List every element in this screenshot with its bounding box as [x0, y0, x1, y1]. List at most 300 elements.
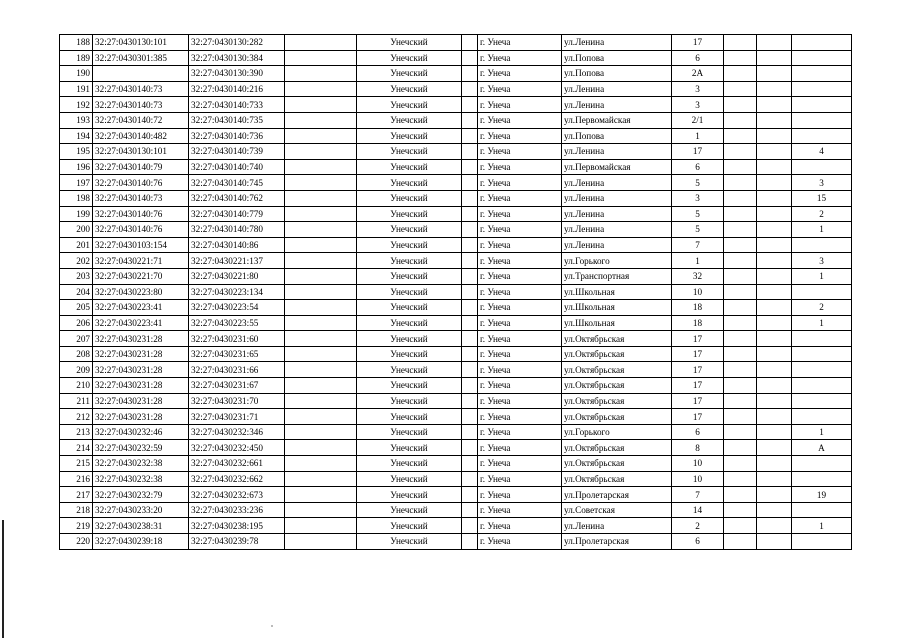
- district-name: Унечский: [357, 268, 462, 284]
- row-number: 220: [60, 534, 93, 550]
- city-name: г. Унеча: [478, 222, 562, 238]
- table-row: [60, 362, 852, 378]
- street-name: ул.Октябрьская: [562, 362, 672, 378]
- district-name: Унечский: [357, 50, 462, 66]
- house-number: 5: [672, 206, 724, 222]
- parcel-cadastral-number: 32:27:0430301:385: [93, 50, 189, 66]
- house-number: 17: [672, 362, 724, 378]
- table-row: [60, 35, 852, 51]
- empty-cell: [757, 190, 792, 206]
- table-row: [60, 471, 852, 487]
- apartment-number: [792, 409, 852, 425]
- empty-cell: [757, 128, 792, 144]
- district-name: Унечский: [357, 144, 462, 160]
- street-name: ул.Ленина: [562, 97, 672, 113]
- house-number: 6: [672, 534, 724, 550]
- street-name: ул.Ленина: [562, 518, 672, 534]
- empty-cell: [724, 159, 757, 175]
- city-name: г. Унеча: [478, 346, 562, 362]
- scan-speck: [271, 625, 273, 627]
- row-number: 203: [60, 268, 93, 284]
- empty-cell: [285, 81, 357, 97]
- empty-cell: [462, 440, 478, 456]
- house-number: 17: [672, 346, 724, 362]
- district-name: Унечский: [357, 409, 462, 425]
- empty-cell: [757, 456, 792, 472]
- city-name: г. Унеча: [478, 284, 562, 300]
- empty-cell: [462, 144, 478, 160]
- city-name: г. Унеча: [478, 300, 562, 316]
- empty-cell: [724, 284, 757, 300]
- empty-cell: [724, 362, 757, 378]
- apartment-number: [792, 378, 852, 394]
- empty-cell: [757, 237, 792, 253]
- empty-cell: [462, 502, 478, 518]
- empty-cell: [724, 440, 757, 456]
- table-row: [60, 159, 852, 175]
- parcel-cadastral-number: 32:27:0430231:28: [93, 409, 189, 425]
- parcel-cadastral-number: 32:27:0430221:71: [93, 253, 189, 269]
- district-name: Унечский: [357, 237, 462, 253]
- scan-edge-line: [2, 520, 4, 638]
- street-name: ул.Попова: [562, 50, 672, 66]
- object-cadastral-number: 32:27:0430140:762: [189, 190, 285, 206]
- city-name: г. Унеча: [478, 471, 562, 487]
- house-number: 32: [672, 268, 724, 284]
- table-row: [60, 518, 852, 534]
- district-name: Унечский: [357, 471, 462, 487]
- district-name: Унечский: [357, 128, 462, 144]
- city-name: г. Унеча: [478, 424, 562, 440]
- house-number: 1: [672, 253, 724, 269]
- empty-cell: [724, 471, 757, 487]
- house-number: 5: [672, 175, 724, 191]
- apartment-number: [792, 159, 852, 175]
- parcel-cadastral-number: 32:27:0430140:76: [93, 206, 189, 222]
- parcel-cadastral-number: 32:27:0430140:76: [93, 222, 189, 238]
- row-number: 192: [60, 97, 93, 113]
- object-cadastral-number: 32:27:0430232:661: [189, 456, 285, 472]
- table-row: [60, 346, 852, 362]
- empty-cell: [724, 35, 757, 51]
- house-number: 3: [672, 81, 724, 97]
- table-row: [60, 284, 852, 300]
- apartment-number: 15: [792, 190, 852, 206]
- table-row: [60, 97, 852, 113]
- row-number: 216: [60, 471, 93, 487]
- empty-cell: [724, 268, 757, 284]
- city-name: г. Унеча: [478, 175, 562, 191]
- house-number: 3: [672, 190, 724, 206]
- empty-cell: [462, 268, 478, 284]
- empty-cell: [285, 222, 357, 238]
- empty-cell: [724, 50, 757, 66]
- empty-cell: [724, 175, 757, 191]
- empty-cell: [757, 378, 792, 394]
- street-name: ул.Октябрьская: [562, 456, 672, 472]
- empty-cell: [462, 378, 478, 394]
- empty-cell: [724, 502, 757, 518]
- empty-cell: [462, 487, 478, 503]
- apartment-number: [792, 456, 852, 472]
- empty-cell: [462, 346, 478, 362]
- house-number: 17: [672, 378, 724, 394]
- row-number: 196: [60, 159, 93, 175]
- empty-cell: [285, 144, 357, 160]
- empty-cell: [462, 128, 478, 144]
- district-name: Унечский: [357, 206, 462, 222]
- house-number: 1: [672, 128, 724, 144]
- city-name: г. Унеча: [478, 518, 562, 534]
- district-name: Унечский: [357, 456, 462, 472]
- street-name: ул.Октябрьская: [562, 471, 672, 487]
- street-name: ул.Первомайская: [562, 112, 672, 128]
- object-cadastral-number: 32:27:0430232:450: [189, 440, 285, 456]
- empty-cell: [757, 409, 792, 425]
- street-name: ул.Советская: [562, 502, 672, 518]
- district-name: Унечский: [357, 35, 462, 51]
- table-row: [60, 315, 852, 331]
- table-row: [60, 66, 852, 82]
- empty-cell: [757, 222, 792, 238]
- parcel-cadastral-number: 32:27:0430231:28: [93, 346, 189, 362]
- apartment-number: [792, 362, 852, 378]
- empty-cell: [462, 300, 478, 316]
- empty-cell: [462, 222, 478, 238]
- table-row: [60, 206, 852, 222]
- table-row: [60, 81, 852, 97]
- table-row: [60, 502, 852, 518]
- street-name: ул.Пролетарская: [562, 487, 672, 503]
- object-cadastral-number: 32:27:0430221:80: [189, 268, 285, 284]
- empty-cell: [724, 424, 757, 440]
- row-number: 199: [60, 206, 93, 222]
- apartment-number: [792, 502, 852, 518]
- empty-cell: [724, 534, 757, 550]
- empty-cell: [757, 253, 792, 269]
- empty-cell: [724, 346, 757, 362]
- house-number: 2/1: [672, 112, 724, 128]
- apartment-number: 4: [792, 144, 852, 160]
- object-cadastral-number: 32:27:0430140:216: [189, 81, 285, 97]
- empty-cell: [724, 518, 757, 534]
- row-number: 213: [60, 424, 93, 440]
- parcel-cadastral-number: 32:27:0430130:101: [93, 35, 189, 51]
- empty-cell: [285, 456, 357, 472]
- apartment-number: 1: [792, 315, 852, 331]
- apartment-number: 2: [792, 300, 852, 316]
- house-number: 2А: [672, 66, 724, 82]
- table-row: [60, 487, 852, 503]
- city-name: г. Унеча: [478, 331, 562, 347]
- empty-cell: [285, 175, 357, 191]
- table-row: [60, 253, 852, 269]
- apartment-number: [792, 112, 852, 128]
- table-row: [60, 112, 852, 128]
- empty-cell: [462, 190, 478, 206]
- row-number: 189: [60, 50, 93, 66]
- table-row: [60, 331, 852, 347]
- object-cadastral-number: 32:27:0430232:346: [189, 424, 285, 440]
- empty-cell: [462, 159, 478, 175]
- empty-cell: [757, 534, 792, 550]
- city-name: г. Унеча: [478, 393, 562, 409]
- district-name: Унечский: [357, 487, 462, 503]
- empty-cell: [757, 81, 792, 97]
- district-name: Унечский: [357, 315, 462, 331]
- apartment-number: [792, 534, 852, 550]
- empty-cell: [757, 471, 792, 487]
- empty-cell: [285, 424, 357, 440]
- house-number: 7: [672, 237, 724, 253]
- city-name: г. Унеча: [478, 253, 562, 269]
- empty-cell: [462, 424, 478, 440]
- row-number: 214: [60, 440, 93, 456]
- object-cadastral-number: 32:27:0430231:67: [189, 378, 285, 394]
- city-name: г. Унеча: [478, 128, 562, 144]
- district-name: Унечский: [357, 518, 462, 534]
- district-name: Унечский: [357, 440, 462, 456]
- empty-cell: [462, 253, 478, 269]
- street-name: ул.Ленина: [562, 35, 672, 51]
- empty-cell: [462, 66, 478, 82]
- city-name: г. Унеча: [478, 50, 562, 66]
- table-row: [60, 300, 852, 316]
- parcel-cadastral-number: 32:27:0430233:20: [93, 502, 189, 518]
- empty-cell: [285, 502, 357, 518]
- city-name: г. Унеча: [478, 487, 562, 503]
- district-name: Унечский: [357, 284, 462, 300]
- apartment-number: [792, 66, 852, 82]
- empty-cell: [757, 315, 792, 331]
- object-cadastral-number: 32:27:0430140:745: [189, 175, 285, 191]
- empty-cell: [285, 518, 357, 534]
- table-row: [60, 144, 852, 160]
- row-number: 198: [60, 190, 93, 206]
- district-name: Унечский: [357, 346, 462, 362]
- apartment-number: 3: [792, 175, 852, 191]
- row-number: 207: [60, 331, 93, 347]
- row-number: 197: [60, 175, 93, 191]
- parcel-cadastral-number: 32:27:0430140:73: [93, 97, 189, 113]
- house-number: 17: [672, 331, 724, 347]
- row-number: 219: [60, 518, 93, 534]
- city-name: г. Унеча: [478, 190, 562, 206]
- table-row: [60, 50, 852, 66]
- empty-cell: [285, 268, 357, 284]
- empty-cell: [285, 237, 357, 253]
- house-number: 5: [672, 222, 724, 238]
- parcel-cadastral-number: 32:27:0430140:73: [93, 190, 189, 206]
- empty-cell: [462, 175, 478, 191]
- city-name: г. Унеча: [478, 144, 562, 160]
- district-name: Унечский: [357, 502, 462, 518]
- object-cadastral-number: 32:27:0430140:780: [189, 222, 285, 238]
- empty-cell: [285, 35, 357, 51]
- parcel-cadastral-number: 32:27:0430239:18: [93, 534, 189, 550]
- empty-cell: [285, 112, 357, 128]
- empty-cell: [285, 159, 357, 175]
- row-number: 205: [60, 300, 93, 316]
- street-name: ул.Октябрьская: [562, 378, 672, 394]
- district-name: Унечский: [357, 534, 462, 550]
- district-name: Унечский: [357, 222, 462, 238]
- parcel-cadastral-number: 32:27:0430231:28: [93, 331, 189, 347]
- house-number: 10: [672, 471, 724, 487]
- empty-cell: [462, 331, 478, 347]
- city-name: г. Унеча: [478, 315, 562, 331]
- apartment-number: [792, 128, 852, 144]
- house-number: 17: [672, 409, 724, 425]
- apartment-number: 1: [792, 268, 852, 284]
- empty-cell: [757, 159, 792, 175]
- empty-cell: [285, 128, 357, 144]
- apartment-number: [792, 331, 852, 347]
- apartment-number: [792, 81, 852, 97]
- object-cadastral-number: 32:27:0430238:195: [189, 518, 285, 534]
- object-cadastral-number: 32:27:0430232:673: [189, 487, 285, 503]
- apartment-number: 19: [792, 487, 852, 503]
- district-name: Унечский: [357, 112, 462, 128]
- row-number: 188: [60, 35, 93, 51]
- parcel-cadastral-number: 32:27:0430238:31: [93, 518, 189, 534]
- district-name: Унечский: [357, 253, 462, 269]
- table-row: [60, 378, 852, 394]
- row-number: 217: [60, 487, 93, 503]
- empty-cell: [285, 253, 357, 269]
- apartment-number: [792, 284, 852, 300]
- row-number: 209: [60, 362, 93, 378]
- empty-cell: [757, 268, 792, 284]
- empty-cell: [724, 144, 757, 160]
- apartment-number: 3: [792, 253, 852, 269]
- row-number: 194: [60, 128, 93, 144]
- empty-cell: [462, 237, 478, 253]
- street-name: ул.Школьная: [562, 284, 672, 300]
- empty-cell: [285, 206, 357, 222]
- table-row: [60, 268, 852, 284]
- object-cadastral-number: 32:27:0430140:740: [189, 159, 285, 175]
- row-number: 218: [60, 502, 93, 518]
- house-number: 3: [672, 97, 724, 113]
- table-row: [60, 237, 852, 253]
- parcel-cadastral-number: 32:27:0430221:70: [93, 268, 189, 284]
- house-number: 6: [672, 159, 724, 175]
- empty-cell: [285, 393, 357, 409]
- row-number: 200: [60, 222, 93, 238]
- row-number: 191: [60, 81, 93, 97]
- empty-cell: [285, 284, 357, 300]
- house-number: 10: [672, 284, 724, 300]
- object-cadastral-number: 32:27:0430223:55: [189, 315, 285, 331]
- apartment-number: [792, 393, 852, 409]
- parcel-cadastral-number: 32:27:0430232:38: [93, 456, 189, 472]
- empty-cell: [462, 35, 478, 51]
- table-row: [60, 409, 852, 425]
- city-name: г. Унеча: [478, 440, 562, 456]
- district-name: Унечский: [357, 159, 462, 175]
- row-number: 193: [60, 112, 93, 128]
- street-name: ул.Попова: [562, 128, 672, 144]
- apartment-number: [792, 471, 852, 487]
- district-name: Унечский: [357, 300, 462, 316]
- city-name: г. Унеча: [478, 112, 562, 128]
- empty-cell: [462, 456, 478, 472]
- object-cadastral-number: 32:27:0430140:735: [189, 112, 285, 128]
- empty-cell: [757, 362, 792, 378]
- table-row: [60, 222, 852, 238]
- empty-cell: [285, 471, 357, 487]
- empty-cell: [285, 331, 357, 347]
- empty-cell: [724, 378, 757, 394]
- city-name: г. Унеча: [478, 97, 562, 113]
- district-name: Унечский: [357, 81, 462, 97]
- district-name: Унечский: [357, 66, 462, 82]
- apartment-number: 2: [792, 206, 852, 222]
- parcel-cadastral-number: 32:27:0430231:28: [93, 378, 189, 394]
- row-number: 210: [60, 378, 93, 394]
- empty-cell: [757, 346, 792, 362]
- empty-cell: [724, 300, 757, 316]
- apartment-number: 1: [792, 424, 852, 440]
- empty-cell: [757, 331, 792, 347]
- row-number: 212: [60, 409, 93, 425]
- object-cadastral-number: 32:27:0430231:70: [189, 393, 285, 409]
- object-cadastral-number: 32:27:0430239:78: [189, 534, 285, 550]
- row-number: 201: [60, 237, 93, 253]
- parcel-cadastral-number: 32:27:0430140:73: [93, 81, 189, 97]
- object-cadastral-number: 32:27:0430140:736: [189, 128, 285, 144]
- empty-cell: [285, 409, 357, 425]
- street-name: ул.Ленина: [562, 237, 672, 253]
- empty-cell: [724, 237, 757, 253]
- empty-cell: [757, 66, 792, 82]
- city-name: г. Унеча: [478, 159, 562, 175]
- empty-cell: [724, 128, 757, 144]
- empty-cell: [757, 175, 792, 191]
- house-number: 10: [672, 456, 724, 472]
- row-number: 206: [60, 315, 93, 331]
- district-name: Унечский: [357, 175, 462, 191]
- street-name: ул.Ленина: [562, 144, 672, 160]
- city-name: г. Унеча: [478, 409, 562, 425]
- object-cadastral-number: 32:27:0430140:733: [189, 97, 285, 113]
- empty-cell: [724, 315, 757, 331]
- object-cadastral-number: 32:27:0430140:739: [189, 144, 285, 160]
- empty-cell: [462, 393, 478, 409]
- house-number: 6: [672, 50, 724, 66]
- object-cadastral-number: 32:27:0430231:65: [189, 346, 285, 362]
- street-name: ул.Ленина: [562, 190, 672, 206]
- empty-cell: [757, 424, 792, 440]
- apartment-number: [792, 35, 852, 51]
- object-cadastral-number: 32:27:0430233:236: [189, 502, 285, 518]
- empty-cell: [462, 315, 478, 331]
- empty-cell: [757, 518, 792, 534]
- empty-cell: [462, 362, 478, 378]
- empty-cell: [757, 35, 792, 51]
- empty-cell: [462, 409, 478, 425]
- object-cadastral-number: 32:27:0430223:54: [189, 300, 285, 316]
- house-number: 17: [672, 393, 724, 409]
- object-cadastral-number: 32:27:0430231:60: [189, 331, 285, 347]
- street-name: ул.Ленина: [562, 81, 672, 97]
- empty-cell: [757, 300, 792, 316]
- empty-cell: [757, 97, 792, 113]
- city-name: г. Унеча: [478, 206, 562, 222]
- cadastral-registry-table: [59, 34, 852, 550]
- street-name: ул.Ленина: [562, 206, 672, 222]
